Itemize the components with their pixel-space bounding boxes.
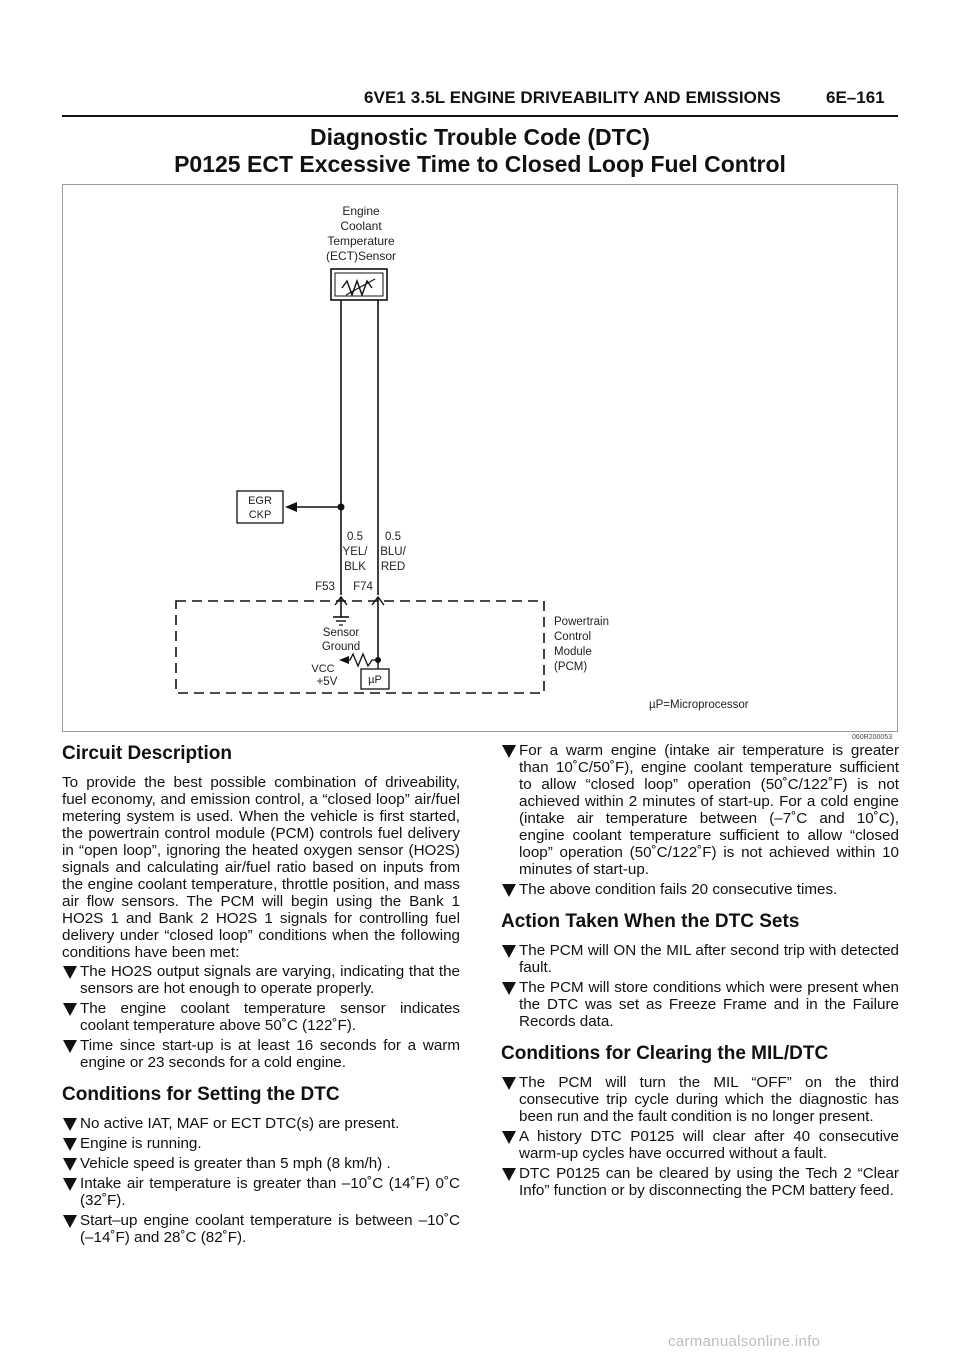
triangle-bullet-icon xyxy=(502,1168,516,1181)
sensor-label-4: (ECT)Sensor xyxy=(325,249,397,263)
triangle-bullet-icon xyxy=(63,1215,77,1228)
clearing-bullet xyxy=(501,1165,899,1199)
triangle-bullet-icon xyxy=(502,945,516,958)
sensor-label-3: Temperature xyxy=(327,234,395,248)
triangle-bullet-icon xyxy=(63,1003,77,1016)
wire-right-color2: RED xyxy=(380,561,406,573)
triangle-bullet-icon xyxy=(502,1077,516,1090)
circuit-description-heading: Circuit Description xyxy=(62,743,232,764)
microprocessor-label: µP xyxy=(368,674,382,686)
bullet-text: The above condition fails 20 consecutive times. xyxy=(519,881,838,898)
triangle-bullet-icon xyxy=(502,884,516,897)
bullet-text: The HO2S output signals are varying, indicating that the sensors are hot enough to operate properly. xyxy=(80,963,460,997)
triangle-bullet-icon xyxy=(502,1131,516,1144)
wire-right-color1: BLU/ xyxy=(380,546,406,558)
page-title-line1: Diagnostic Trouble Code (DTC) xyxy=(310,124,650,150)
bullet-text: Vehicle speed is greater than 5 mph (8 km/h) . xyxy=(80,1155,391,1172)
circuit-bullet xyxy=(62,1037,460,1071)
pcm-label-2: Control xyxy=(554,631,592,643)
pcm-label-4: (PCM) xyxy=(554,661,588,673)
triangle-bullet-icon xyxy=(63,1138,77,1151)
left-column xyxy=(62,742,460,1249)
action-bullet xyxy=(501,979,899,1030)
arrow-to-egr xyxy=(285,502,297,512)
pin-f74: F74 xyxy=(353,581,373,593)
clearing-heading: Conditions for Clearing the MIL/DTC xyxy=(501,1043,829,1064)
action-bullet xyxy=(501,942,899,976)
setting-bullet xyxy=(62,1212,460,1246)
setting-heading: Conditions for Setting the DTC xyxy=(62,1084,340,1105)
bullet-text: The engine coolant temperature sensor indicates coolant temperature above 50˚C (122˚F). xyxy=(80,1000,460,1034)
bullet-text: Start–up engine coolant temperature is between –10˚C (–14˚F) and 28˚C (82˚F). xyxy=(80,1212,460,1246)
pcm-label-3: Module xyxy=(554,646,592,658)
wire-right-gauge: 0.5 xyxy=(385,531,401,543)
bullet-text: Engine is running. xyxy=(80,1135,202,1152)
ground-icon xyxy=(333,617,349,625)
sensor-label-2: Coolant xyxy=(340,219,382,233)
triangle-bullet-icon xyxy=(63,1158,77,1171)
bullet-text: The PCM will store conditions which were present when the DTC was set as Freeze Frame and in the Failure Records data. xyxy=(519,979,899,1030)
setting-bullet xyxy=(62,1115,460,1132)
vcc-arrow xyxy=(339,656,349,664)
wire-left-color2: BLK xyxy=(344,561,366,573)
setting-bullet xyxy=(62,1175,460,1209)
circuit-description-text: To provide the best possible combination of driveability, fuel economy, and emission control, a “closed loop” air/fuel metering system is used. When the vehicle is first started, the powertrain control module (PCM) controls fuel delivery in “open loop”, ignoring the heated oxygen sensor (HO2S) signals and calculating air/fuel ratio based on inputs from the engine coolant temperature, throttle position, and mass air flow sensors. The PCM will begin using the Bank 1 HO2S 1 and Bank 2 HO2S 1 signals for controlling fuel delivery under “closed loop” conditions when the following conditions have been met: xyxy=(62,774,460,961)
ect-sensor-symbol xyxy=(331,269,387,300)
pcm-label-1: Powertrain xyxy=(554,616,609,628)
legend-microprocessor: µP=Microprocessor xyxy=(649,699,749,711)
egr-label: EGR xyxy=(248,495,272,507)
bullet-text: For a warm engine (intake air temperature is greater than 10˚C/50˚F), engine coolant temperature sufficient to allow “closed loop” operation (50˚C/122˚F) is not achieved within 2 minutes of start-up. For a cold engine (intake air temperature between (–7˚C and 10˚C), engine coolant temperature sufficient to allow “closed loop” operation (50˚C/122˚F) is not achieved within 10 minutes of start-up. xyxy=(519,742,899,878)
page-title-line2: P0125 ECT Excessive Time to Closed Loop Fuel Control xyxy=(174,151,786,177)
clearing-bullet xyxy=(501,1128,899,1162)
ground-label-1: Sensor xyxy=(322,627,360,639)
pin-f53: F53 xyxy=(315,581,335,593)
bullet-text: Time since start-up is at least 16 seconds for a warm engine or 23 seconds for a cold engine. xyxy=(80,1037,460,1071)
vcc-voltage: +5V xyxy=(316,676,338,688)
setting-bullet xyxy=(62,1155,460,1172)
right-column xyxy=(501,742,899,1202)
triangle-bullet-icon xyxy=(63,1178,77,1191)
setting-bullet xyxy=(501,742,899,878)
setting-bullet xyxy=(501,881,899,898)
wire-left-color1: YEL/ xyxy=(342,546,368,558)
wiring-diagram xyxy=(62,184,898,732)
figure-code: 060R200053 xyxy=(852,734,893,741)
circuit-bullet xyxy=(62,963,460,997)
bullet-text: No active IAT, MAF or ECT DTC(s) are present. xyxy=(80,1115,400,1132)
setting-bullet xyxy=(62,1135,460,1152)
ground-label-2: Ground xyxy=(321,641,361,653)
triangle-bullet-icon xyxy=(63,1118,77,1131)
sensor-label-1: Engine xyxy=(342,204,380,218)
header-rule xyxy=(62,115,898,117)
watermark: carmanualsonline.info xyxy=(668,1333,821,1350)
triangle-bullet-icon xyxy=(502,982,516,995)
action-heading: Action Taken When the DTC Sets xyxy=(501,911,800,932)
ckp-label: CKP xyxy=(248,509,272,521)
bullet-text: The PCM will turn the MIL “OFF” on the third consecutive trip cycle during which the diagnostic has been run and the fault condition is no longer present. xyxy=(519,1074,899,1125)
section-header: 6VE1 3.5L ENGINE DRIVEABILITY AND EMISSIONS xyxy=(364,88,781,107)
page-number: 6E–161 xyxy=(826,88,885,107)
triangle-bullet-icon xyxy=(63,1040,77,1053)
bullet-text: A history DTC P0125 will clear after 40 consecutive warm-up cycles have occurred without a fault. xyxy=(519,1128,899,1162)
vcc-label: VCC xyxy=(311,663,335,675)
bullet-text: The PCM will ON the MIL after second trip with detected fault. xyxy=(519,942,899,976)
pullup-resistor xyxy=(345,654,378,666)
bullet-text: DTC P0125 can be cleared by using the Tech 2 “Clear Info” function or by disconnecting the PCM battery feed. xyxy=(519,1165,899,1199)
clearing-bullet xyxy=(501,1074,899,1125)
wiring-diagram-svg xyxy=(63,185,899,733)
triangle-bullet-icon xyxy=(502,745,516,758)
triangle-bullet-icon xyxy=(63,966,77,979)
circuit-bullet xyxy=(62,1000,460,1034)
bullet-text: Intake air temperature is greater than –10˚C (14˚F) 0˚C (32˚F). xyxy=(80,1175,460,1209)
wire-left-gauge: 0.5 xyxy=(347,531,363,543)
